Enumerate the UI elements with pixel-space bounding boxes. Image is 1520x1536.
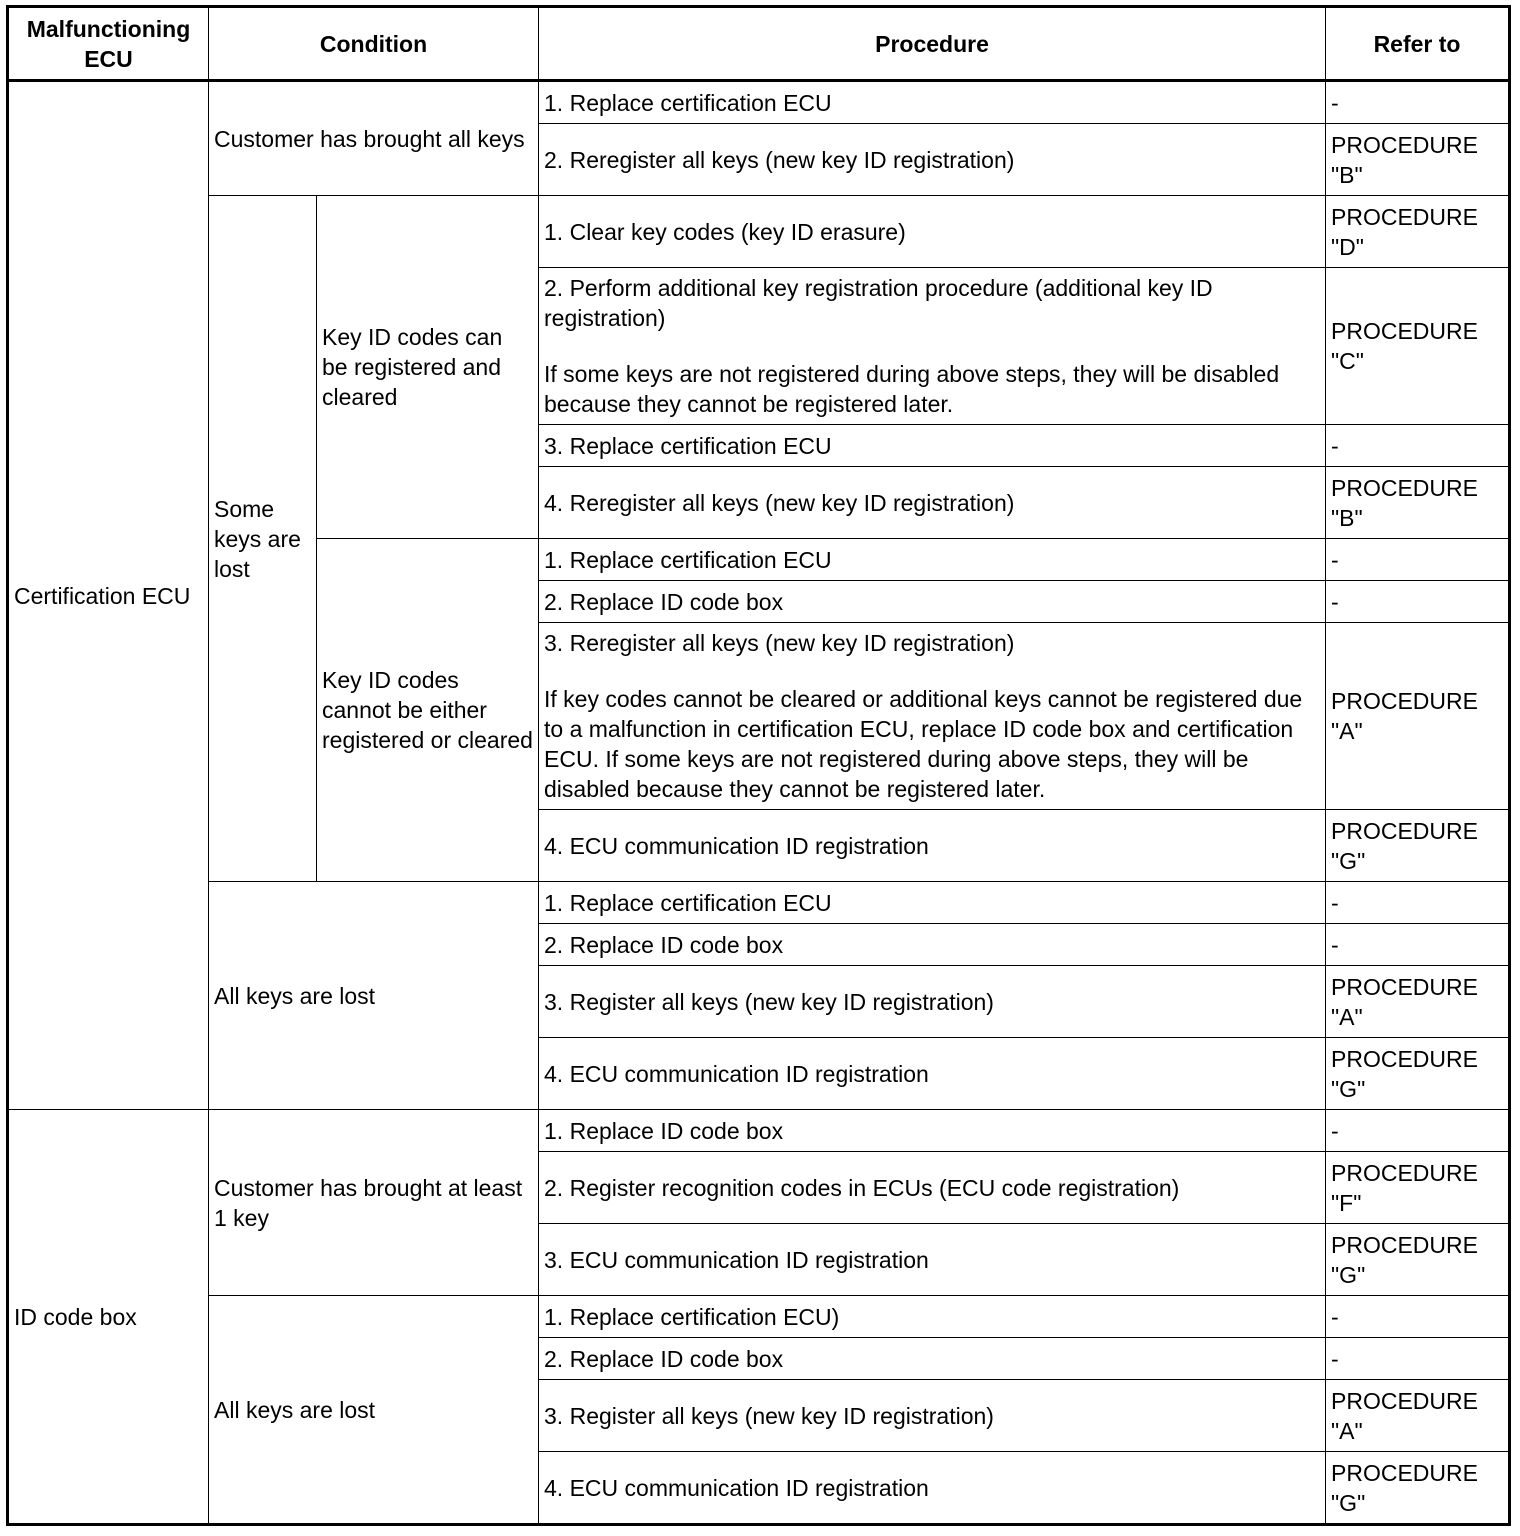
- refer-cell: -: [1326, 924, 1510, 966]
- procedure-note: If key codes cannot be cleared or additional keys cannot be registered due to a malfunction in certification ECU, replace ID code box and certification ECU. If some keys are not registered during above steps, they will be disabled because they cannot be registered later.: [544, 686, 1303, 802]
- procedure-cell: 3. Replace certification ECU: [539, 425, 1326, 467]
- ecu-certification: Certification ECU: [8, 81, 209, 1110]
- refer-cell: PROCEDURE "D": [1326, 196, 1510, 268]
- refer-cell: PROCEDURE "G": [1326, 1452, 1510, 1525]
- refer-cell: -: [1326, 882, 1510, 924]
- procedure-cell: 2. Replace ID code box: [539, 1338, 1326, 1380]
- refer-cell: -: [1326, 425, 1510, 467]
- procedure-cell: 4. Reregister all keys (new key ID registration): [539, 467, 1326, 539]
- refer-cell: -: [1326, 539, 1510, 581]
- condition-cannot-register: Key ID codes cannot be either registered or cleared: [317, 539, 539, 882]
- refer-cell: -: [1326, 1338, 1510, 1380]
- procedure-cell: 1. Replace certification ECU: [539, 81, 1326, 124]
- ecu-id-code-box: ID code box: [8, 1110, 209, 1525]
- procedure-cell: 4. ECU communication ID registration: [539, 810, 1326, 882]
- refer-cell: PROCEDURE "G": [1326, 1224, 1510, 1296]
- table-row: [8, 81, 1510, 124]
- procedure-table: [6, 5, 1511, 1526]
- procedure-cell: [539, 623, 1326, 810]
- refer-cell: PROCEDURE "A": [1326, 1380, 1510, 1452]
- condition-some-keys-lost: Some keys are lost: [209, 196, 317, 882]
- header-refer-to: Refer to: [1326, 7, 1510, 81]
- procedure-cell: 2. Replace ID code box: [539, 924, 1326, 966]
- table-row: [8, 1296, 1510, 1338]
- procedure-cell: 2. Replace ID code box: [539, 581, 1326, 623]
- refer-cell: PROCEDURE "G": [1326, 810, 1510, 882]
- procedure-cell: 1. Replace certification ECU: [539, 882, 1326, 924]
- refer-cell: PROCEDURE "A": [1326, 623, 1510, 810]
- procedure-cell: 1. Replace certification ECU: [539, 539, 1326, 581]
- refer-cell: -: [1326, 581, 1510, 623]
- refer-cell: PROCEDURE "B": [1326, 124, 1510, 196]
- refer-cell: PROCEDURE "A": [1326, 966, 1510, 1038]
- refer-cell: PROCEDURE "C": [1326, 268, 1510, 425]
- procedure-cell: 4. ECU communication ID registration: [539, 1038, 1326, 1110]
- procedure-cell: [539, 268, 1326, 425]
- condition-brought-all-keys: Customer has brought all keys: [209, 81, 539, 196]
- procedure-note: If some keys are not registered during above steps, they will be disabled because they cannot be registered later.: [544, 361, 1280, 417]
- procedure-cell: 4. ECU communication ID registration: [539, 1452, 1326, 1525]
- condition-all-keys-lost: All keys are lost: [209, 1296, 539, 1525]
- header-row: [8, 7, 1510, 81]
- procedure-cell: 1. Replace ID code box: [539, 1110, 1326, 1152]
- refer-cell: PROCEDURE "F": [1326, 1152, 1510, 1224]
- header-condition: Condition: [209, 7, 539, 81]
- condition-all-keys-lost: All keys are lost: [209, 882, 539, 1110]
- header-malfunctioning-ecu: Malfunctioning ECU: [8, 7, 209, 81]
- procedure-step: 3. Reregister all keys (new key ID registration): [544, 630, 1015, 656]
- table-row: [8, 1110, 1510, 1152]
- table-row: [8, 882, 1510, 924]
- procedure-cell: 2. Reregister all keys (new key ID registration): [539, 124, 1326, 196]
- procedure-cell: 2. Register recognition codes in ECUs (ECU code registration): [539, 1152, 1326, 1224]
- procedure-cell: 1. Clear key codes (key ID erasure): [539, 196, 1326, 268]
- header-procedure: Procedure: [539, 7, 1326, 81]
- procedure-cell: 3. Register all keys (new key ID registration): [539, 1380, 1326, 1452]
- refer-cell: -: [1326, 81, 1510, 124]
- table-row: [8, 196, 1510, 268]
- refer-cell: -: [1326, 1296, 1510, 1338]
- procedure-cell: 1. Replace certification ECU): [539, 1296, 1326, 1338]
- condition-can-register: Key ID codes can be registered and cleared: [317, 196, 539, 539]
- refer-cell: -: [1326, 1110, 1510, 1152]
- refer-cell: PROCEDURE "B": [1326, 467, 1510, 539]
- condition-brought-one-key: Customer has brought at least 1 key: [209, 1110, 539, 1296]
- procedure-cell: 3. Register all keys (new key ID registration): [539, 966, 1326, 1038]
- refer-cell: PROCEDURE "G": [1326, 1038, 1510, 1110]
- procedure-step: 2. Perform additional key registration procedure (additional key ID registration): [544, 275, 1213, 331]
- procedure-cell: 3. ECU communication ID registration: [539, 1224, 1326, 1296]
